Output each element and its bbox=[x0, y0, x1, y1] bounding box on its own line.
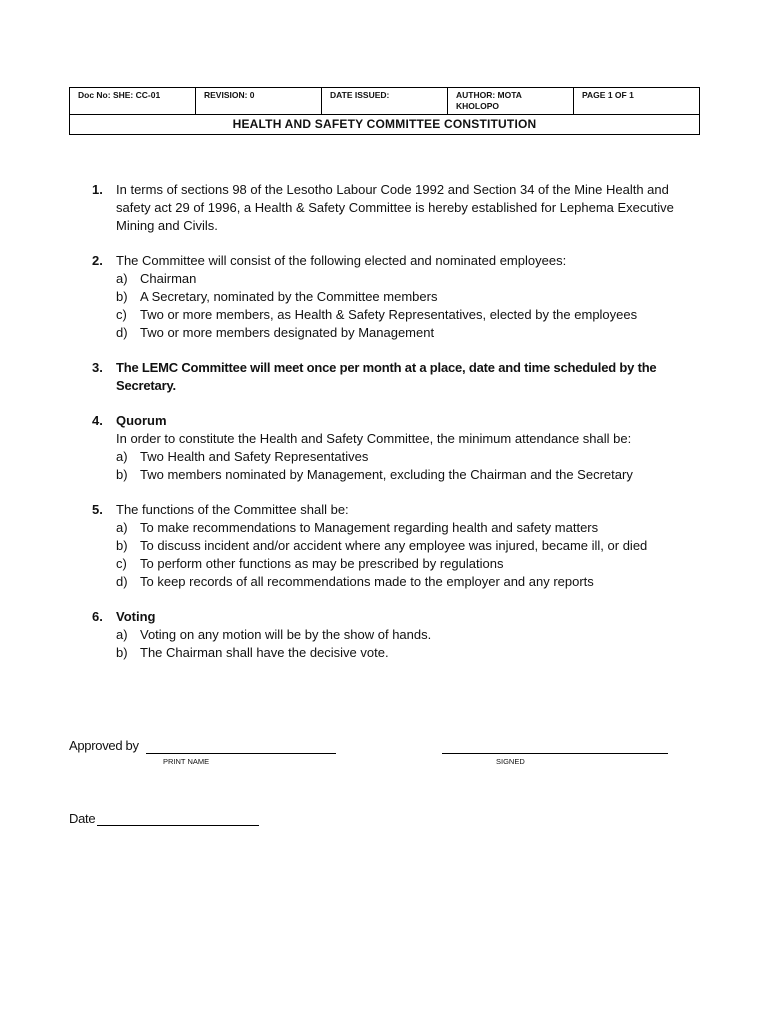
item-label: c) bbox=[116, 556, 127, 571]
date-line bbox=[97, 812, 259, 826]
document-title: HEALTH AND SAFETY COMMITTEE CONSTITUTION bbox=[70, 115, 700, 135]
signature-line bbox=[442, 740, 668, 754]
list-item bbox=[116, 306, 700, 324]
section-items bbox=[116, 448, 700, 484]
section-heading: Voting bbox=[116, 609, 156, 624]
item-text: Two members nominated by Management, excluding the Chairman and the Secretary bbox=[140, 467, 633, 482]
list-item bbox=[116, 324, 700, 342]
item-label: d) bbox=[116, 574, 128, 589]
item-label: c) bbox=[116, 307, 127, 322]
author-line-2: KHOLOPO bbox=[456, 101, 499, 111]
list-item bbox=[116, 519, 700, 537]
item-text: To make recommendations to Management regarding health and safety matters bbox=[140, 520, 599, 535]
item-label: b) bbox=[116, 645, 128, 660]
item-label: a) bbox=[116, 449, 128, 464]
item-text: To discuss incident and/or accident where any employee was injured, became ill, or died bbox=[140, 538, 648, 553]
section-4 bbox=[90, 412, 700, 484]
section-text: In order to constitute the Health and Safety Committee, the minimum attendance shall be: bbox=[116, 431, 632, 446]
section-number: 4. bbox=[92, 413, 103, 428]
document-body bbox=[90, 181, 700, 679]
item-text: A Secretary, nominated by the Committee members bbox=[140, 289, 438, 304]
page-number: PAGE 1 OF 1 bbox=[574, 88, 700, 115]
section-number: 1. bbox=[92, 182, 103, 197]
section-number: 5. bbox=[92, 502, 103, 517]
item-label: b) bbox=[116, 467, 128, 482]
author-line-1: AUTHOR: MOTA bbox=[456, 90, 522, 100]
list-item bbox=[116, 288, 700, 306]
item-text: Voting on any motion will be by the show of hands. bbox=[140, 627, 432, 642]
list-item bbox=[116, 448, 700, 466]
list-item bbox=[116, 466, 700, 484]
section-text: The Committee will consist of the following elected and nominated employees: bbox=[116, 253, 567, 268]
section-text: In terms of sections 98 of the Lesotho Labour Code 1992 and Section 34 of the Mine Health and safety act 29 of 1996, a Health & Safety Committee is hereby established for Lephema Executive Mining and Civils. bbox=[116, 182, 674, 233]
list-item bbox=[116, 573, 700, 591]
header-title-row bbox=[70, 115, 700, 135]
section-number: 6. bbox=[92, 609, 103, 624]
doc-number: Doc No: SHE: CC-01 bbox=[70, 88, 196, 115]
item-text: Two or more members designated by Management bbox=[140, 325, 435, 340]
approved-by-label: Approved by bbox=[69, 738, 139, 753]
section-text: The functions of the Committee shall be: bbox=[116, 502, 349, 517]
item-text: Two Health and Safety Representatives bbox=[140, 449, 369, 464]
item-text: To perform other functions as may be prescribed by regulations bbox=[140, 556, 504, 571]
section-items bbox=[116, 626, 700, 662]
section-number: 3. bbox=[92, 360, 103, 375]
section-heading: Quorum bbox=[116, 413, 167, 428]
section-text: The LEMC Committee will meet once per month at a place, date and time scheduled by the Secretary. bbox=[116, 360, 657, 393]
item-label: d) bbox=[116, 325, 128, 340]
item-text: Two or more members, as Health & Safety Representatives, elected by the employees bbox=[140, 307, 638, 322]
date-issued: DATE ISSUED: bbox=[322, 88, 448, 115]
header-meta-row bbox=[70, 88, 700, 115]
date-label: Date bbox=[69, 811, 96, 826]
author bbox=[448, 88, 574, 115]
item-label: b) bbox=[116, 289, 128, 304]
print-name-line bbox=[146, 740, 336, 754]
document-header-table bbox=[69, 87, 700, 135]
list-item bbox=[116, 644, 700, 662]
section-items bbox=[116, 270, 700, 342]
section-5 bbox=[90, 501, 700, 591]
section-3 bbox=[90, 359, 700, 395]
item-label: a) bbox=[116, 627, 128, 642]
section-number: 2. bbox=[92, 253, 103, 268]
list-item bbox=[116, 626, 700, 644]
print-name-caption: PRINT NAME bbox=[163, 757, 210, 766]
list-item bbox=[116, 270, 700, 288]
section-2 bbox=[90, 252, 700, 342]
section-1 bbox=[90, 181, 700, 235]
item-text: To keep records of all recommendations made to the employer and any reports bbox=[140, 574, 594, 589]
section-6 bbox=[90, 608, 700, 662]
item-text: The Chairman shall have the decisive vote. bbox=[140, 645, 389, 660]
item-label: a) bbox=[116, 520, 128, 535]
section-items bbox=[116, 519, 700, 591]
signed-caption: SIGNED bbox=[496, 757, 525, 766]
list-item bbox=[116, 537, 700, 555]
item-label: b) bbox=[116, 538, 128, 553]
list-item bbox=[116, 555, 700, 573]
item-label: a) bbox=[116, 271, 128, 286]
revision: REVISION: 0 bbox=[196, 88, 322, 115]
item-text: Chairman bbox=[140, 271, 197, 286]
